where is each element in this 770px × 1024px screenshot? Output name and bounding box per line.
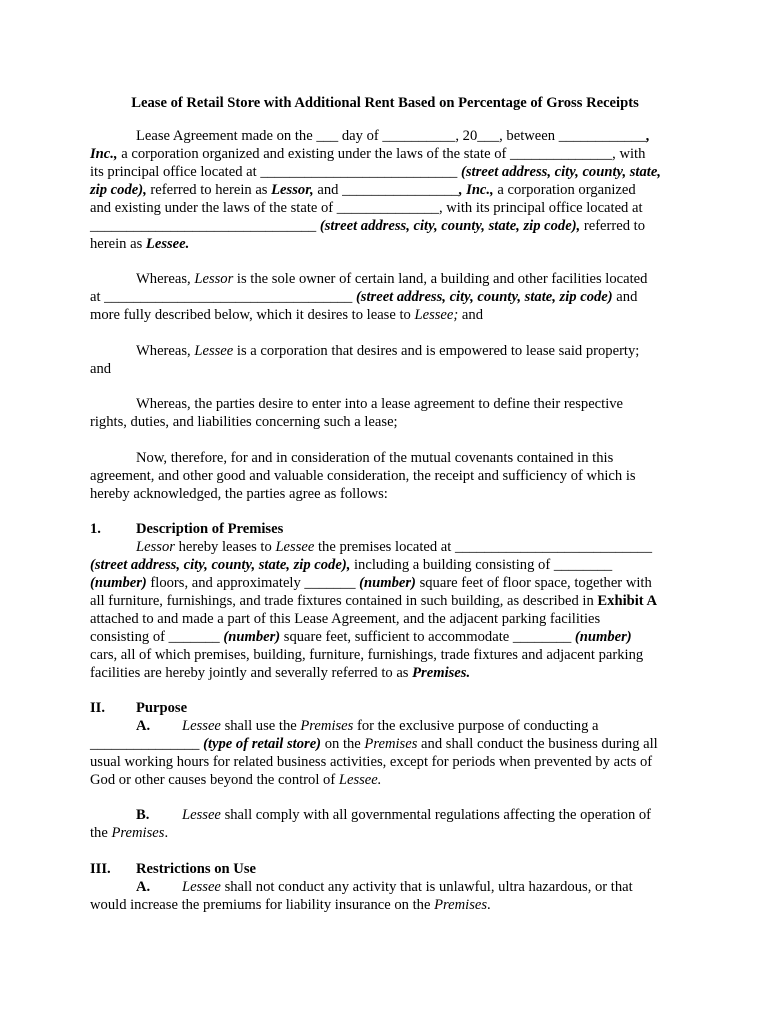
text-line: herein as Lessee. (90, 236, 190, 252)
text-line: Whereas, Lessor is the sole owner of certain land, a building and other facilities located (136, 271, 648, 287)
text-line: at __________________________________ (street address, city, county, state, zip code) and (90, 289, 638, 305)
text-line: cars, all of which premises, building, furniture, furnishings, trade fixtures and adjacent parking (90, 647, 644, 663)
text-line: _______________ (type of retail store) on the Premises and shall conduct the business during all (90, 736, 658, 752)
text-line: attached to and made a part of this Lease Agreement, and the adjacent parking facilities (90, 611, 601, 627)
text-line: Lessor hereby leases to Lessee the premises located at ___________________________ (136, 539, 652, 555)
text-line: Lessee shall comply with all governmental regulations affecting the operation of (182, 807, 652, 823)
text-line: and existing under the laws of the state of ______________, with its principal office located at (90, 200, 643, 216)
text-line: and (90, 361, 112, 377)
text-line: Whereas, the parties desire to enter into a lease agreement to define their respective (136, 396, 624, 412)
text-line: all furniture, furnishings, and trade fixtures contained in such building, as described in Exhibit A (90, 593, 658, 609)
text-line: hereby acknowledged, the parties agree as follows: (90, 486, 388, 502)
text-line: zip code), referred to herein as Lessor, and ________________, Inc., a corporation organized (90, 182, 636, 198)
text-line: rights, duties, and liabilities concerning such a lease; (90, 414, 398, 430)
text-line: facilities are hereby jointly and severally referred to as Premises. (90, 665, 471, 681)
section-heading: Purpose (136, 700, 188, 716)
section-number: III. (90, 861, 111, 877)
section-number: II. (90, 700, 106, 716)
text-line: _______________________________ (street address, city, county, state, zip code), referred to (90, 218, 646, 234)
subsection-label: A. (136, 718, 151, 734)
text-line: its principal office located at ___________________________ (street address, city, county, state, (90, 164, 661, 180)
subsection-label: A. (136, 879, 151, 895)
section-number: 1. (90, 521, 101, 537)
text-line: the Premises. (90, 825, 169, 841)
section-heading: Restrictions on Use (136, 861, 256, 877)
text-line: God or other causes beyond the control of Lessee. (90, 772, 382, 788)
text-line: would increase the premiums for liability insurance on the Premises. (90, 897, 491, 913)
text-line: agreement, and other good and valuable consideration, the receipt and sufficiency of which is (90, 468, 636, 484)
text-line: Lease Agreement made on the ___ day of __________, 20___, between ____________, (136, 128, 650, 144)
text-line: Lessee shall not conduct any activity that is unlawful, ultra hazardous, or that (182, 879, 633, 895)
text-line: Inc., a corporation organized and existing under the laws of the state of ______________, with (90, 146, 646, 162)
section-heading: Description of Premises (136, 521, 284, 537)
text-line: (number) floors, and approximately _______ (number) square feet of floor space, together with (90, 575, 652, 591)
text-line: usual working hours for related business activities, except for periods when prevented by acts of (90, 754, 653, 770)
text-line: Now, therefore, for and in consideration of the mutual covenants contained in this (136, 450, 614, 466)
text-line: Whereas, Lessee is a corporation that desires and is empowered to lease said property; (136, 343, 640, 359)
text-line: more fully described below, which it desires to lease to Lessee; and (90, 307, 483, 323)
text-line: (street address, city, county, state, zip code), including a building consisting of ________ (90, 557, 613, 573)
document-title: Lease of Retail Store with Additional Rent Based on Percentage of Gross Receipts (131, 95, 639, 111)
subsection-label: B. (136, 807, 150, 823)
text-line: Lessee shall use the Premises for the exclusive purpose of conducting a (182, 718, 599, 734)
text-line: consisting of _______ (number) square feet, sufficient to accommodate ________ (number) (90, 629, 632, 645)
